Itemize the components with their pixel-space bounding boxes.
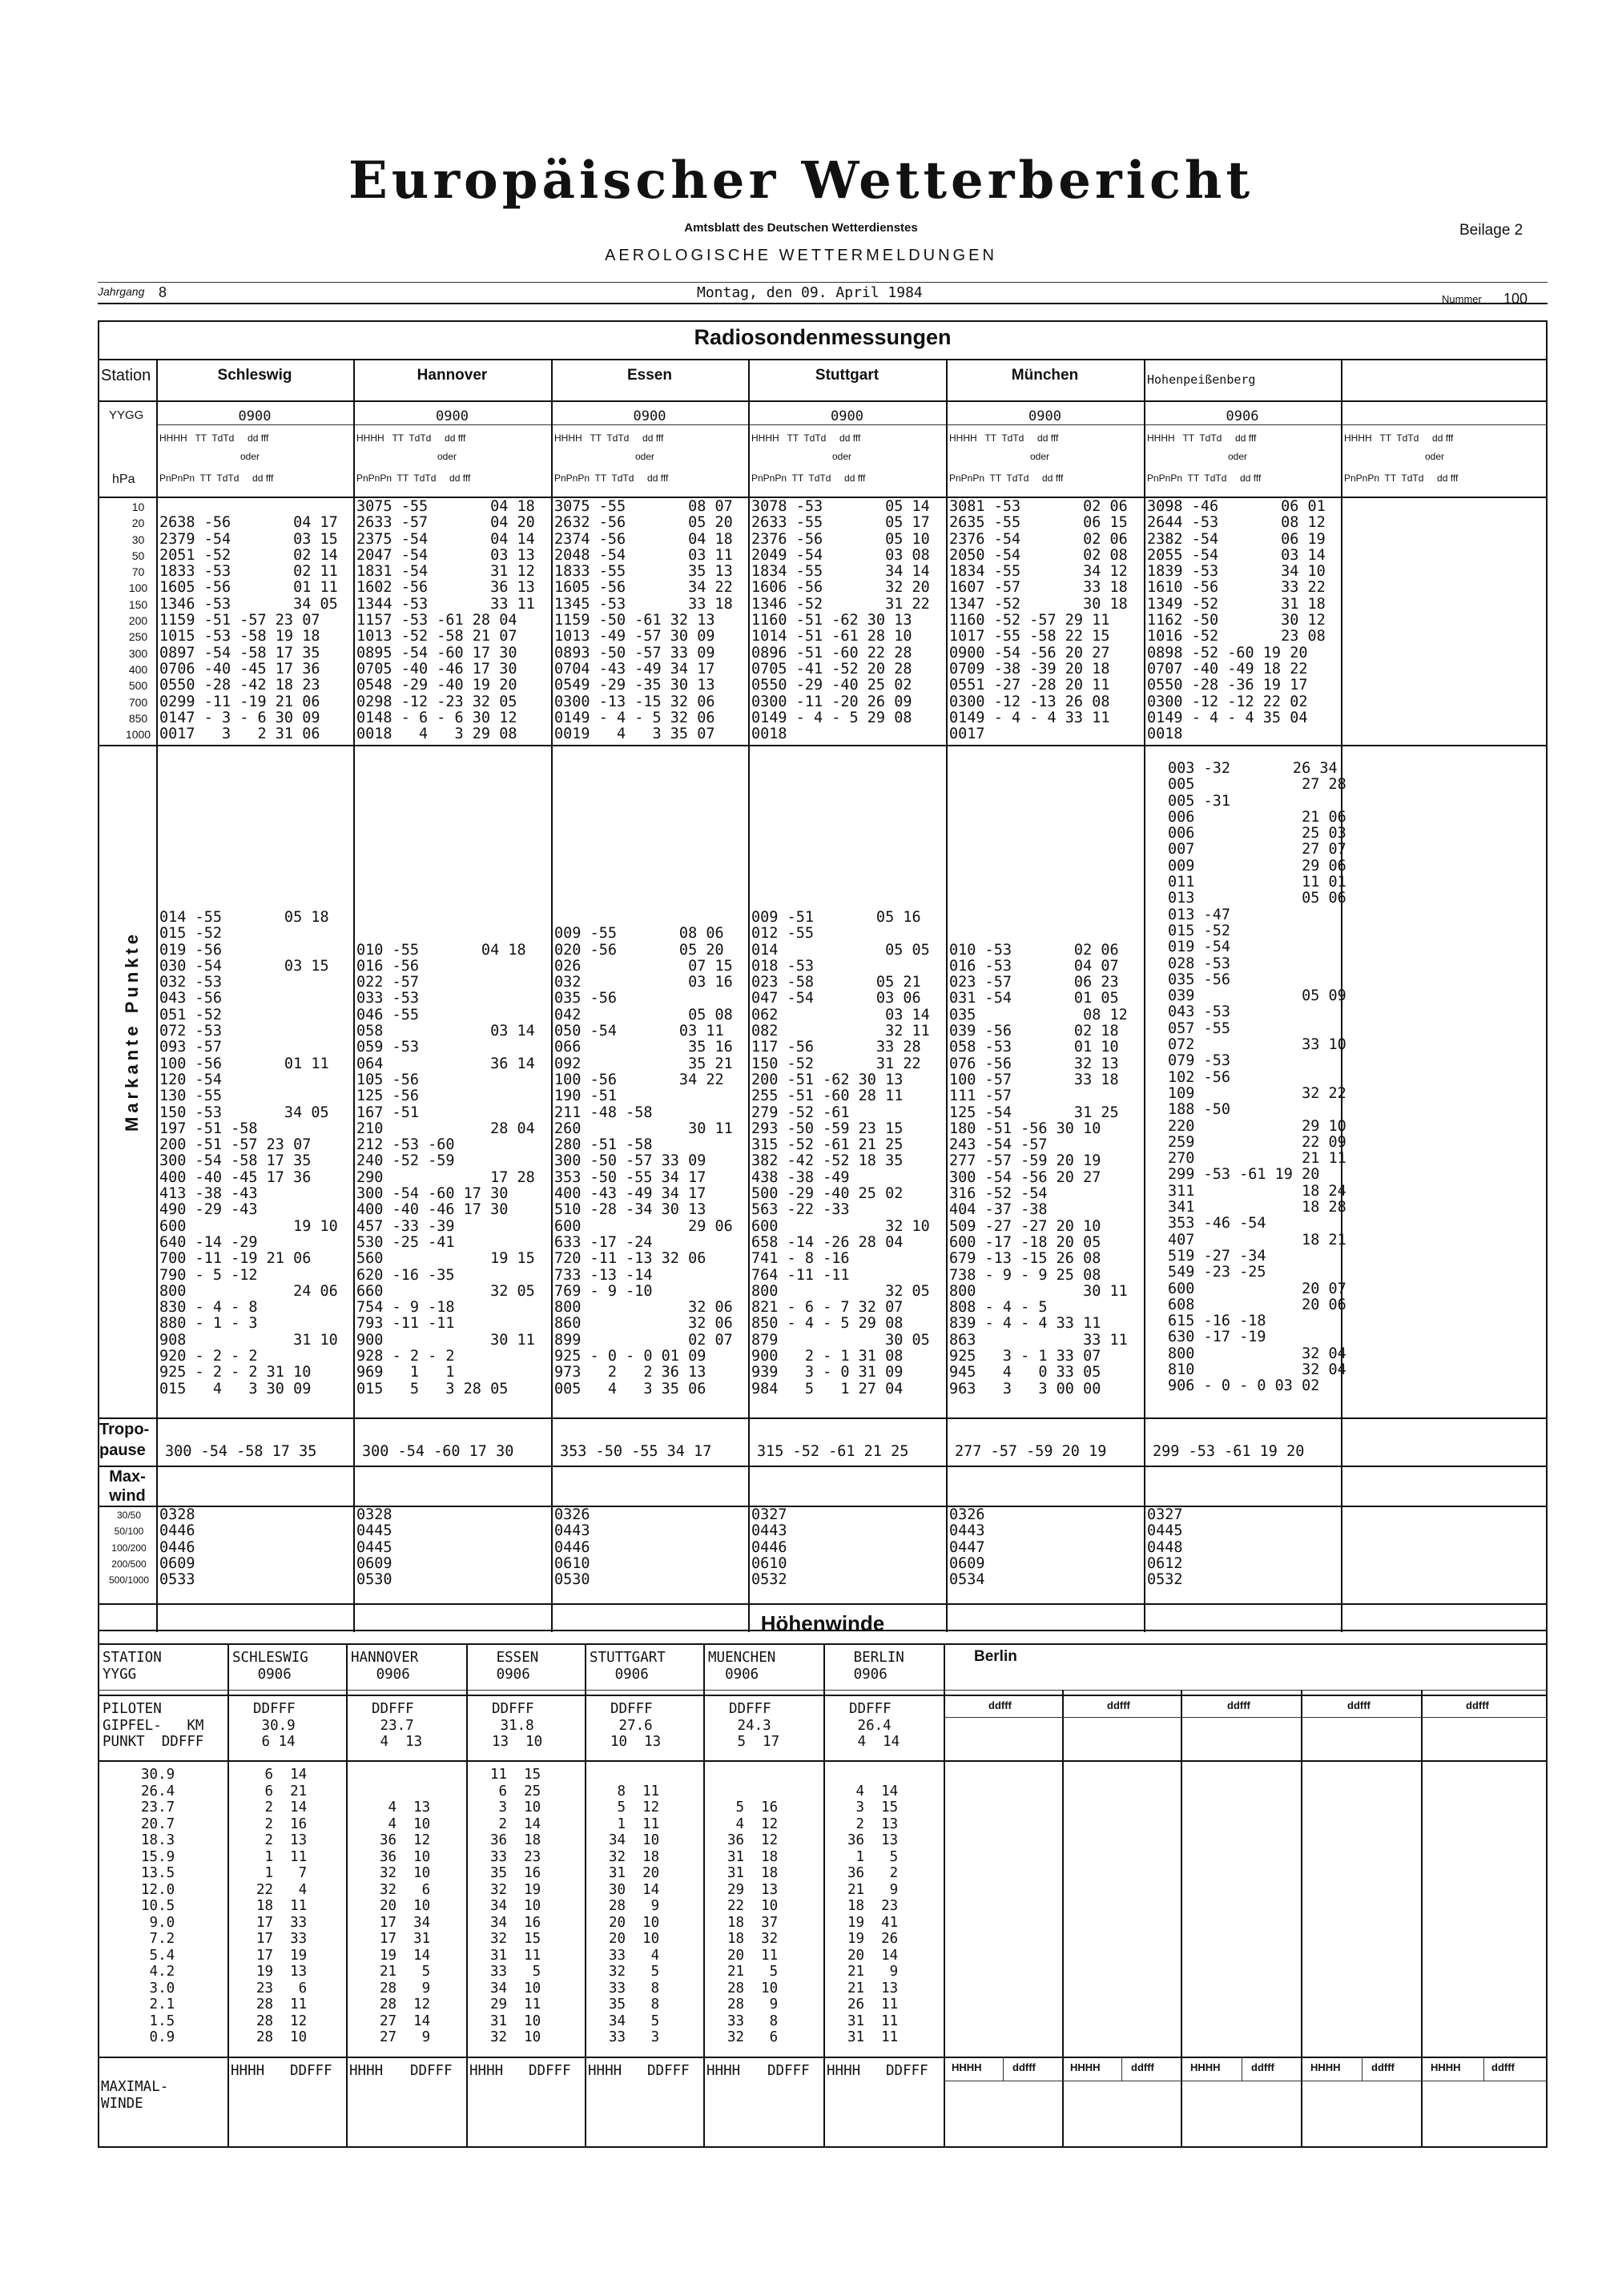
colhead-1-top: HHHH TT TdTd dd fff [159, 432, 269, 444]
time-hohenpeissenberg: 0906 [1226, 408, 1259, 424]
wind-rule-station [98, 1690, 1548, 1691]
wind-col-rule-8 [1181, 1690, 1182, 2148]
tropopause-hohenpeissenberg: 299 -53 -61 19 20 [1153, 1443, 1305, 1460]
thickness-muenchen: 0326 0443 0447 0609 0534 [949, 1506, 985, 1589]
publisher-line: Amtsblatt des Deutschen Wetterdienstes [684, 221, 918, 235]
sig-points-hannover: 010 -55 04 18 016 -56 022 -57 033 -53 046 -55 058 03 14 059 -53 064 36 14 105 -56 125 -56 167 -51 210 28 04 212 -53 -60 240 -52 -59 290 17 28 300 -54 -60 17 30 400 -40 -46 17 30 457 -33 -39 530 -25 -41 560 19 15 620 -16 -35 660 32 05 754 - 9 -18 793 -11 -11 900 30 11 928 - 2 - 2 969 1 1 015 5 3 28 05 [356, 941, 535, 1397]
wind-station-essen: ESSEN 0906 [496, 1650, 539, 1683]
tropopause-muenchen: 277 -57 -59 20 19 [955, 1443, 1107, 1460]
colhead-2-bottom: PnPnPn TT TdTd dd fff [356, 472, 471, 484]
sig-points-hohenpeissenberg: 003 -32 26 34 005 27 28 005 -31 006 21 06 006 25 03 007 27 07 009 29 06 011 11 01 013 05 06 013 -47 015 -52 019 -54 028 -53 035 -56 039 05 09 043 -53 057 -55 072 33 10 079 -53 102 -56 109 32 22 188 -50 220 29 10 259 22 09 270 21 11 299 -53 -61 19 20 311 18 24 341 18 28 353 -46 -54 407 18 21 519 -27 -34 549 -23 -25 600 20 07 608 20 06 615 -16 -18 630 -17 -19 800 32 04 810 32 04 906 - 0 - 0 03 02 [1168, 760, 1346, 1395]
col-rule-1 [353, 359, 355, 1632]
thickness-hohenpeissenberg: 0327 0445 0448 0612 0532 [1147, 1506, 1183, 1589]
colhead-2-top: HHHH TT TdTd dd fff [356, 432, 466, 444]
wind-rule-head [98, 1643, 1548, 1645]
wind-station-stuttgart: STUTTGART 0906 [590, 1650, 666, 1683]
colhead-1-oder: oder [240, 451, 260, 462]
berlin-max-hhhh-4: HHHH [1310, 2061, 1341, 2073]
station-muenchen: München [1011, 367, 1079, 384]
wind-pilot-label: PILOTEN GIPFEL- KM PUNKT DDFFF [103, 1701, 204, 1750]
berlin-max-split-1 [1003, 2057, 1004, 2081]
std-levels-hohenpeissenberg: 3098 -46 06 01 2644 -53 08 12 2382 -54 06 19 2055 -54 03 14 1839 -53 34 10 1610 -56 33 22 1349 -52 31 18 1162 -50 30 12 1016 -52 23 08 0898 -52 -60 19 20 0707 -40 -49 18 22 0550 -28 -36 19 17 0300 -12 -12 22 02 0149 - 4 - 4 35 04 0018 [1147, 498, 1326, 743]
wind-values-schleswig: 6 14 6 21 2 14 2 16 2 13 1 11 1 7 22 4 18 11 17 33 17 33 17 19 19 13 23 6 28 11 28 12 28 10 [256, 1767, 308, 2045]
wind-col-rule-7 [1062, 1690, 1064, 2148]
wind-values-stuttgart: 8 11 5 12 1 11 34 10 32 18 31 20 30 14 28 9 20 10 20 10 33 4 32 5 33 8 35 8 34 5 33 3 [609, 1783, 660, 2045]
max-wind-ddfff-4: DDFFF [647, 2063, 690, 2079]
max-wind-ddfff-3: DDFFF [529, 2063, 571, 2079]
colhead-6-top: HHHH TT TdTd dd fff [1147, 432, 1257, 444]
sig-points-schleswig: 014 -55 05 18 015 -52 019 -56 030 -54 03 15 032 -53 043 -56 051 -52 072 -53 093 -57 100 -56 01 11 120 -54 130 -55 150 -53 34 05 197 -51 -58 200 -51 -57 23 07 300 -54 -58 17 35 400 -40 -45 17 36 413 -38 -43 490 -29 -43 600 19 10 640 -14 -29 700 -11 -19 21 06 790 - 5 -12 800 24 06 830 - 4 - 8 880 - 1 - 3 908 31 10 920 - 2 - 2 925 - 2 - 2 31 10 015 4 3 30 09 [159, 909, 338, 1397]
berlin-ddfff-1: ddfff [988, 1699, 1012, 1711]
colhead-7-top: HHHH TT TdTd dd fff [1344, 432, 1454, 444]
radiosonde-title: Radiosondenmessungen [694, 325, 952, 349]
header-rule-top [98, 282, 1548, 283]
berlin-max-split-4 [1362, 2057, 1363, 2081]
max-wind-hhhh-6: HHHH [827, 2063, 861, 2079]
max-wind-hhhh-1: HHHH [231, 2063, 265, 2079]
colhead-1-bottom: PnPnPn TT TdTd dd fff [159, 472, 274, 484]
wind-col-rule-5 [823, 1643, 825, 2148]
row-rule-station [98, 359, 1548, 360]
volume-label: Jahrgang [98, 285, 145, 298]
wind-col-rule-3 [585, 1643, 586, 2148]
wind-rule-pilot [98, 1760, 1548, 1762]
colhead-5-top: HHHH TT TdTd dd fff [949, 432, 1059, 444]
wind-rule-max [98, 2057, 1548, 2058]
station-hannover: Hannover [417, 367, 488, 384]
row-rule-yygg [98, 400, 1548, 402]
tropopause-stuttgart: 315 -52 -61 21 25 [757, 1443, 909, 1460]
wind-station-label: STATION YYGG [103, 1650, 162, 1683]
std-levels-essen: 3075 -55 08 07 2632 -56 05 20 2374 -56 04 18 2048 -54 03 11 1833 -55 35 13 1605 -56 34 22 1345 -53 33 18 1159 -50 -61 32 13 1013 -49 -57 30 09 0893 -50 -57 33 09 0704 -43 -49 34 17 0549 -29 -35 30 13 0300 -13 -15 32 06 0149 - 4 - 5 32 06 0019 4 3 35 07 [554, 498, 733, 743]
station-stuttgart: Stuttgart [815, 367, 879, 384]
berlin-ddfff-3: ddfff [1227, 1699, 1250, 1711]
max-wind-hhhh-2: HHHH [349, 2063, 384, 2079]
row-rule-sig [98, 745, 1548, 746]
colhead-5-bottom: PnPnPn TT TdTd dd fff [949, 472, 1064, 484]
thickness-labels: 30/50 50/100 100/200 200/500 500/1000 [108, 1510, 150, 1586]
max-wind-hhhh-4: HHHH [588, 2063, 622, 2079]
row-rule-time [156, 424, 1548, 425]
page-title: Europäischer Wetterbericht [348, 151, 1254, 211]
wind-pilot-stuttgart: DDFFF 27.6 10 13 [610, 1701, 662, 1750]
wind-station-hannover: HANNOVER 0906 [351, 1650, 419, 1683]
col-rule-4 [946, 359, 948, 1632]
wind-berlin-heading: Berlin [974, 1648, 1017, 1665]
wind-pilot-essen: DDFFF 31.8 13 10 [492, 1701, 543, 1750]
berlin-max-hhhh-2: HHHH [1070, 2061, 1101, 2073]
col-rule-3 [748, 359, 750, 1632]
wind-station-berlin: BERLIN 0906 [853, 1650, 904, 1683]
wind-col-rule-4 [703, 1643, 705, 2148]
berlin-max-ddfff-4: ddfff [1371, 2061, 1395, 2073]
time-schleswig: 0900 [238, 408, 272, 424]
berlin-ddfff-rule [944, 1717, 1548, 1718]
wind-station-muenchen: MUENCHEN 0906 [708, 1650, 776, 1683]
wind-values-muenchen: 5 16 4 12 36 12 31 18 31 18 29 13 22 10 18 37 18 32 20 11 21 5 28 10 28 9 33 8 32 6 [727, 1799, 779, 2045]
colhead-4-oder: oder [832, 451, 852, 462]
sig-points-label: Markante Punkte [122, 930, 142, 1132]
pressure-levels: 10 20 30 50 70 100 150 200 250 300 400 500 700 850 1000 [125, 501, 151, 742]
wind-col-rule-0 [227, 1643, 229, 2148]
row-rule-tropo [98, 1417, 1548, 1419]
std-levels-muenchen: 3081 -53 02 06 2635 -55 06 15 2376 -54 02 06 2050 -54 02 08 1834 -55 34 12 1607 -57 33 18 1347 -52 30 18 1160 -52 -57 29 11 1017 -55 -58 22 15 0900 -54 -56 20 27 0709 -38 -39 20 18 0551 -27 -28 20 11 0300 -12 -13 26 08 0149 - 4 - 4 33 11 0017 [949, 498, 1128, 743]
wind-pilot-berlin: DDFFF 26.4 4 14 [849, 1701, 900, 1750]
colhead-7-bottom: PnPnPn TT TdTd dd fff [1344, 472, 1459, 484]
max-wind-ddfff-1: DDFFF [290, 2063, 332, 2079]
wind-station-schleswig: SCHLESWIG 0906 [232, 1650, 308, 1683]
sig-points-essen: 009 -55 08 06 020 -56 05 20 026 07 15 032 03 16 035 -56 042 05 08 050 -54 03 11 066 35 16 092 35 21 100 -56 34 22 190 -51 211 -48 -58 260 30 11 280 -51 -58 300 -50 -57 33 09 353 -50 -55 34 17 400 -43 -49 34 17 510 -28 -34 30 13 600 29 06 633 -17 -24 720 -11 -13 32 06 733 -13 -14 769 - 9 -10 800 32 06 860 32 06 899 02 07 925 - 0 - 0 01 09 973 2 2 36 13 005 4 3 35 06 [554, 925, 733, 1397]
colhead-3-top: HHHH TT TdTd dd fff [554, 432, 664, 444]
section-title: AEROLOGISCHE WETTERMELDUNGEN [605, 247, 997, 264]
wind-pilot-schleswig: DDFFF 30.9 6 14 [253, 1701, 296, 1750]
station-label: Station [101, 367, 151, 384]
std-levels-schleswig: 2638 -56 04 17 2379 -54 03 15 2051 -52 02 14 1833 -53 02 11 1605 -56 01 11 1346 -53 34 05 1159 -51 -57 23 07 1015 -53 -58 19 18 0897 -54 -58 17 35 0706 -40 -45 17 36 0550 -28 -42 18 23 0299 -11 -19 21 06 0147 - 3 - 6 30 09 0017 3 2 31 06 [159, 514, 338, 743]
max-wind-hhhh-5: HHHH [706, 2063, 741, 2079]
issue-number: 100 [1503, 291, 1528, 307]
wind-values-essen: 11 15 6 25 3 10 2 14 36 18 33 23 35 16 32 19 34 10 34 16 32 15 31 11 33 5 34 10 29 11 31 10 32 10 [490, 1767, 541, 2045]
wind-col-rule-10 [1421, 1690, 1423, 2148]
std-levels-stuttgart: 3078 -53 05 14 2633 -55 05 17 2376 -56 05 10 2049 -54 03 08 1834 -55 34 14 1606 -56 32 20 1346 -52 31 22 1160 -51 -62 30 13 1014 -51 -61 28 10 0896 -51 -60 22 28 0705 -41 -52 20 28 0550 -29 -40 25 02 0300 -11 -20 26 09 0149 - 4 - 5 29 08 0018 [751, 498, 930, 743]
wind-col-rule-6 [944, 1643, 945, 2148]
max-wind-ddfff-5: DDFFF [767, 2063, 810, 2079]
maxwind-label: Max-wind [109, 1468, 146, 1505]
wind-rule-station2 [98, 1695, 1548, 1696]
volume-number: 8 [159, 284, 167, 300]
issue-date: Montag, den 09. April 1984 [697, 284, 923, 301]
wind-pilot-hannover: DDFFF 23.7 4 13 [372, 1701, 423, 1750]
wind-heights: 30.9 26.4 23.7 20.7 18.3 15.9 13.5 12.0 10.5 9.0 7.2 5.4 4.2 3.0 2.1 1.5 0.9 [141, 1767, 175, 2045]
col-rule-label [156, 359, 158, 1632]
berlin-max-ddfff-2: ddfff [1131, 2061, 1154, 2073]
colhead-4-bottom: PnPnPn TT TdTd dd fff [751, 472, 866, 484]
sig-points-muenchen: 010 -53 02 06 016 -53 04 07 023 -57 06 23 031 -54 01 05 035 08 12 039 -56 02 18 058 -53 01 10 076 -56 32 13 100 -57 33 18 111 -57 125 -54 31 25 180 -51 -56 30 10 243 -54 -57 277 -57 -59 20 19 300 -54 -56 20 27 316 -52 -54 404 -37 -38 509 -27 -27 20 10 600 -17 -18 20 05 679 -13 -15 26 08 738 - 9 - 9 25 08 800 30 11 808 - 4 - 5 839 - 4 - 4 33 11 863 33 11 925 3 - 1 33 07 945 4 0 33 05 963 3 3 00 00 [949, 941, 1128, 1397]
station-hohenpeissenberg: Hohenpeißenberg [1147, 372, 1256, 387]
station-schleswig: Schleswig [217, 367, 292, 384]
yygg-label: YYGG [109, 408, 144, 422]
colhead-3-oder: oder [635, 451, 655, 462]
col-rule-2 [551, 359, 553, 1632]
berlin-max-split-5 [1483, 2057, 1484, 2081]
thickness-essen: 0326 0443 0446 0610 0530 [554, 1506, 590, 1589]
berlin-ddfff-2: ddfff [1107, 1699, 1130, 1711]
time-essen: 0900 [633, 408, 666, 424]
berlin-max-ddfff-5: ddfff [1491, 2061, 1515, 2073]
max-wind-ddfff-2: DDFFF [410, 2063, 453, 2079]
wind-col-rule-9 [1301, 1690, 1302, 2148]
max-wind-ddfff-6: DDFFF [886, 2063, 928, 2079]
berlin-max-hhhh-5: HHHH [1431, 2061, 1461, 2073]
wind-values-hannover: 4 13 4 10 36 12 36 10 32 10 32 6 20 10 17 34 17 31 19 14 21 5 28 9 28 12 27 14 27 9 [380, 1799, 431, 2045]
berlin-max-split-2 [1121, 2057, 1122, 2081]
header-rule-bottom [98, 303, 1548, 304]
col-rule-5 [1144, 359, 1145, 1632]
time-hannover: 0900 [436, 408, 469, 424]
colhead-6-bottom: PnPnPn TT TdTd dd fff [1147, 472, 1262, 484]
tropopause-essen: 353 -50 -55 34 17 [560, 1443, 712, 1460]
time-stuttgart: 0900 [831, 408, 863, 424]
colhead-5-oder: oder [1030, 451, 1050, 462]
berlin-max-ddfff-3: ddfff [1251, 2061, 1274, 2073]
wind-col-rule-1 [346, 1643, 348, 2148]
tropopause-label: Tropo-pause [99, 1421, 150, 1459]
row-rule-maxwind [98, 1466, 1548, 1467]
station-essen: Essen [627, 367, 672, 384]
max-wind-hhhh-3: HHHH [469, 2063, 504, 2079]
wind-values-berlin: 4 14 3 15 2 13 36 13 1 5 36 2 21 9 18 23 19 41 19 26 20 14 21 9 21 13 26 11 31 11 31 11 [847, 1783, 899, 2045]
berlin-max-hhhh-3: HHHH [1190, 2061, 1221, 2073]
upper-winds-title: Höhenwinde [760, 1611, 885, 1635]
wind-col-rule-2 [466, 1643, 468, 2148]
supplement-label: Beilage 2 [1459, 222, 1524, 239]
number-label: Nummer [1442, 293, 1482, 305]
tropopause-hannover: 300 -54 -60 17 30 [362, 1443, 514, 1460]
berlin-ddfff-4: ddfff [1347, 1699, 1371, 1711]
time-muenchen: 0900 [1028, 408, 1061, 424]
std-levels-hannover: 3075 -55 04 18 2633 -57 04 20 2375 -54 04 14 2047 -54 03 13 1831 -54 31 12 1602 -56 36 13 1344 -53 33 11 1157 -53 -61 28 04 1013 -52 -58 21 07 0895 -54 -60 17 30 0705 -40 -46 17 30 0548 -29 -40 19 20 0298 -12 -23 32 05 0148 - 6 - 6 30 12 0018 4 3 29 08 [356, 498, 535, 743]
berlin-max-ddfff-1: ddfff [1012, 2061, 1036, 2073]
hpa-label: hPa [112, 472, 135, 486]
colhead-6-oder: oder [1228, 451, 1248, 462]
thickness-schleswig: 0328 0446 0446 0609 0533 [159, 1506, 195, 1589]
colhead-2-oder: oder [437, 451, 457, 462]
sig-points-stuttgart: 009 -51 05 16 012 -55 014 05 05 018 -53 023 -58 05 21 047 -54 03 06 062 03 14 082 32 11 117 -56 33 28 150 -52 31 22 200 -51 -62 30 13 255 -51 -60 28 11 279 -52 -61 293 -50 -59 23 15 315 -52 -61 21 25 382 -42 -52 18 35 438 -38 -49 500 -29 -40 25 02 563 -22 -33 600 32 10 658 -14 -26 28 04 741 - 8 -16 764 -11 -11 800 32 05 821 - 6 - 7 32 07 850 - 4 - 5 29 08 879 30 05 900 2 - 1 31 08 939 3 - 0 31 09 984 5 1 27 04 [751, 909, 930, 1397]
berlin-ddfff-5: ddfff [1466, 1699, 1489, 1711]
max-wind-label: MAXIMAL- WINDE [101, 2079, 169, 2112]
tropopause-schleswig: 300 -54 -58 17 35 [165, 1443, 317, 1460]
colhead-7-oder: oder [1425, 451, 1445, 462]
thickness-stuttgart: 0327 0443 0446 0610 0532 [751, 1506, 787, 1589]
row-rule-thick [98, 1506, 1548, 1507]
thickness-hannover: 0328 0445 0445 0609 0530 [356, 1506, 392, 1589]
wind-pilot-muenchen: DDFFF 24.3 5 17 [729, 1701, 780, 1750]
berlin-max-hhhh-1: HHHH [952, 2061, 982, 2073]
colhead-4-top: HHHH TT TdTd dd fff [751, 432, 861, 444]
colhead-3-bottom: PnPnPn TT TdTd dd fff [554, 472, 669, 484]
